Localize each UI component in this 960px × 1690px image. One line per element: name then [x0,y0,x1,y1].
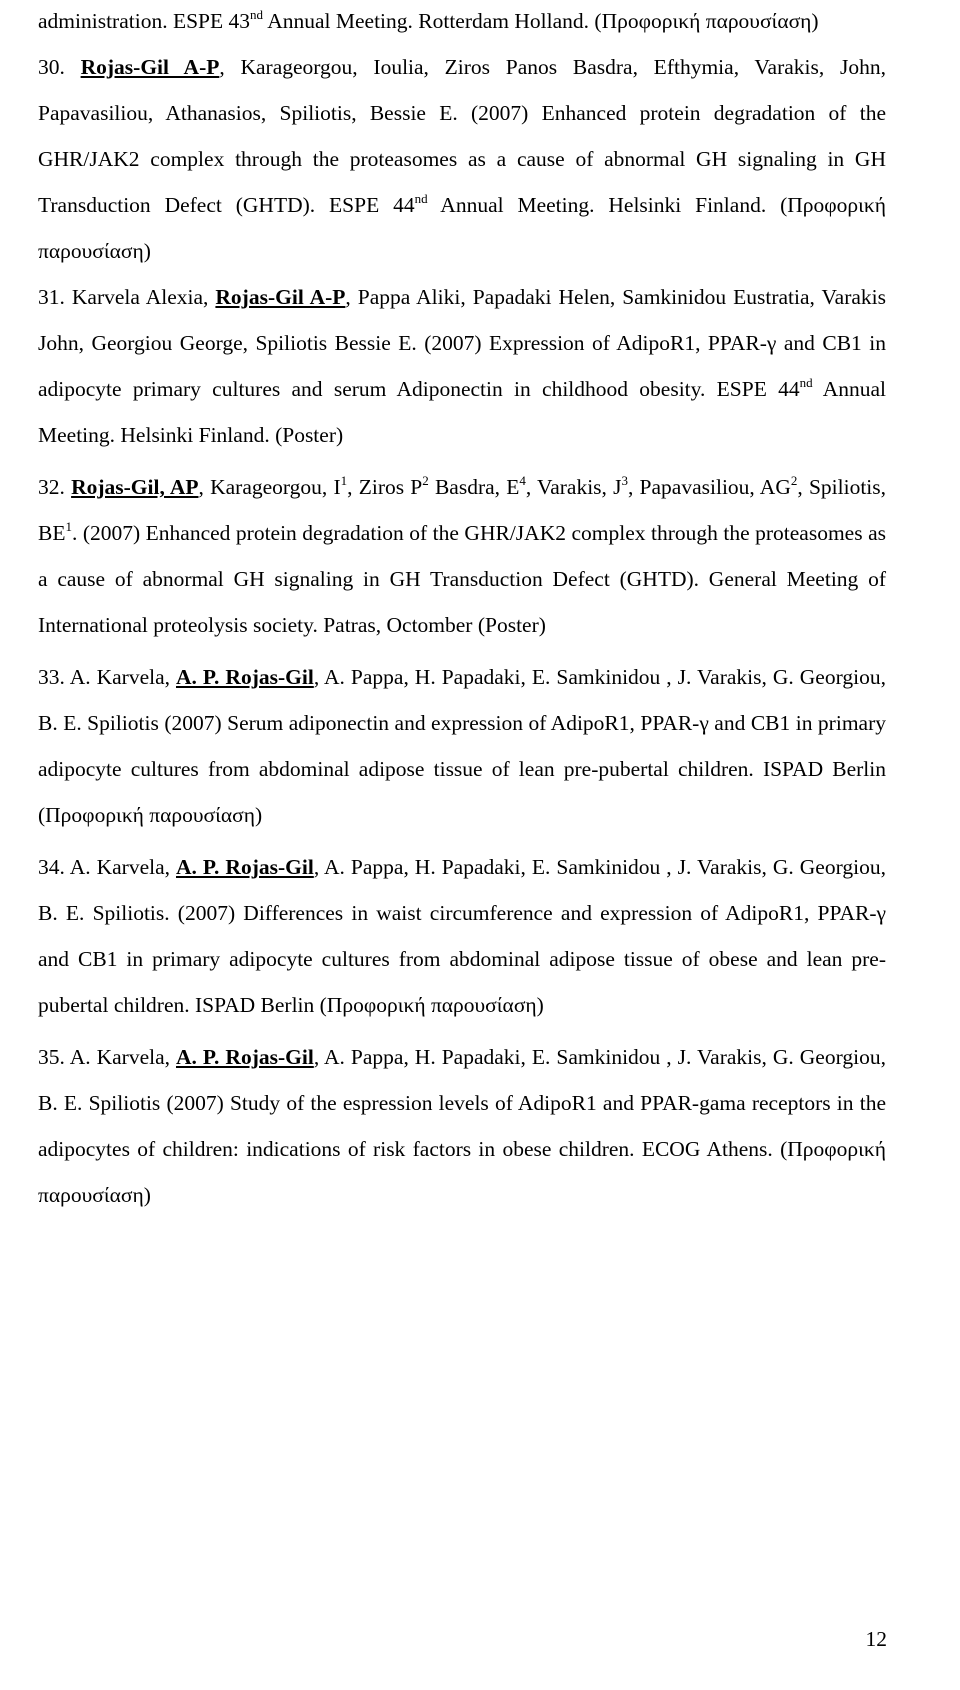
page-number: 12 [865,1627,887,1651]
reference-number: 32. [38,475,72,499]
reference-text: , Papavasiliou, AG [627,475,791,499]
reference-text: . (2007) Enhanced protein degradation of the GHR/JAK2 complex through the proteasomes as a cause of abnormal GH signaling in GH Transduction Defect (GHTD). General Meeting of International proteolysis society. Patras, Octomber (Poster) [38,521,886,637]
reference-text: , Karageorgou, Ioulia, Ziros Panos Basdra, Efthymia, Varakis, John, Papavasiliou, Athanasios, Spiliotis, Bessie E. (2007) Enhanced protein degradation of the GHR/JAK2 complex through the proteasomes as a cause of abnormal GH signaling in GH Transduction Defect (GHTD). ESPE 44 [38,55,886,217]
superscript: nd [250,7,264,22]
reference-number: 30. [38,55,81,79]
superscript: nd [414,191,428,206]
reference-number: 35. [38,1045,70,1069]
reference-35 [38,1034,886,1218]
reference-31 [38,274,886,458]
reference-text: , A. Pappa, H. Papadaki, E. Samkinidou , J. Varakis, G. Georgiou, B. E. Spiliotis. (2007) Differences in waist circumference and expression of AdipoR1, PPAR-γ and CB1 in primary adipocyte cultures from abdominal adipose tissue of obese and lean pre-pubertal children. ISPAD Berlin (Προφορική παρουσίαση) [38,855,886,1017]
reference-text: Annual Meeting. Helsinki Finland. (Προφορική παρουσίαση) [38,193,887,263]
reference-text: , Ziros P [347,475,423,499]
superscript: 1 [340,473,348,488]
reference-continuation [38,0,886,44]
reference-text: Annual Meeting. Rotterdam Holland. (Προφορική παρουσίαση) [263,9,819,33]
reference-34 [38,844,886,1028]
superscript: 1 [65,519,72,534]
reference-text: A. Karvela, [69,855,176,879]
reference-text: , A. Pappa, H. Papadaki, E. Samkinidou , J. Varakis, G. Georgiou, B. E. Spiliotis (2007) Serum adiponectin and expression of AdipoR1, PPAR-γ and CB1 in primary adipocyte cultures from abdominal adipose tissue of lean pre-pubertal children. ISPAD Berlin (Προφορική παρουσίαση) [38,665,886,827]
superscript: 4 [519,473,526,488]
reference-text: , Spiliotis, BE [38,475,887,545]
reference-33 [38,654,886,838]
highlighted-author: A. P. Rojas-Gil [176,665,314,689]
reference-32 [38,464,886,648]
superscript: nd [799,375,813,390]
reference-text: Karvela Alexia, [71,285,216,309]
reference-text: , Pappa Aliki, Papadaki Helen, Samkinidou Eustratia, Varakis John, Georgiou George, Spiliotis Bessie E. (2007) Expression of AdipoR1, PPAR-γ and CB1 in adipocyte primary cultures and serum Adiponectin in childhood obesity. ESPE 44 [38,285,886,401]
highlighted-author: A. P. Rojas-Gil [176,1045,314,1069]
superscript: 2 [422,473,429,488]
reference-text: Annual Meeting. Helsinki Finland. (Poster) [38,377,886,447]
reference-text: , Karageorgou, I [198,475,341,499]
highlighted-author: Rojas-Gil A-P [80,55,220,79]
reference-number: 33. [38,665,70,689]
reference-text: A. Karvela, [69,1045,176,1069]
reference-text: , Varakis, J [525,475,622,499]
reference-number: 31. [38,285,72,309]
reference-text: Basdra, E [428,475,520,499]
highlighted-author: A. P. Rojas-Gil [176,855,314,879]
reference-30 [38,44,886,274]
superscript: 3 [621,473,628,488]
reference-text: A. Karvela, [69,665,176,689]
reference-text: administration. ESPE 43 [38,9,251,33]
reference-number: 34. [38,855,70,879]
reference-text: , A. Pappa, H. Papadaki, E. Samkinidou , J. Varakis, G. Georgiou, B. E. Spiliotis (2007) Study of the espression levels of AdipoR1 and PPAR-gama receptors in the adipocytes of children: indications of risk factors in obese children. ECOG Athens. (Προφορική παρουσίαση) [38,1045,886,1207]
highlighted-author: Rojas-Gil, AP [71,475,199,499]
highlighted-author: Rojas-Gil A-P [215,285,346,309]
superscript: 2 [790,473,798,488]
document-page [38,0,886,1218]
